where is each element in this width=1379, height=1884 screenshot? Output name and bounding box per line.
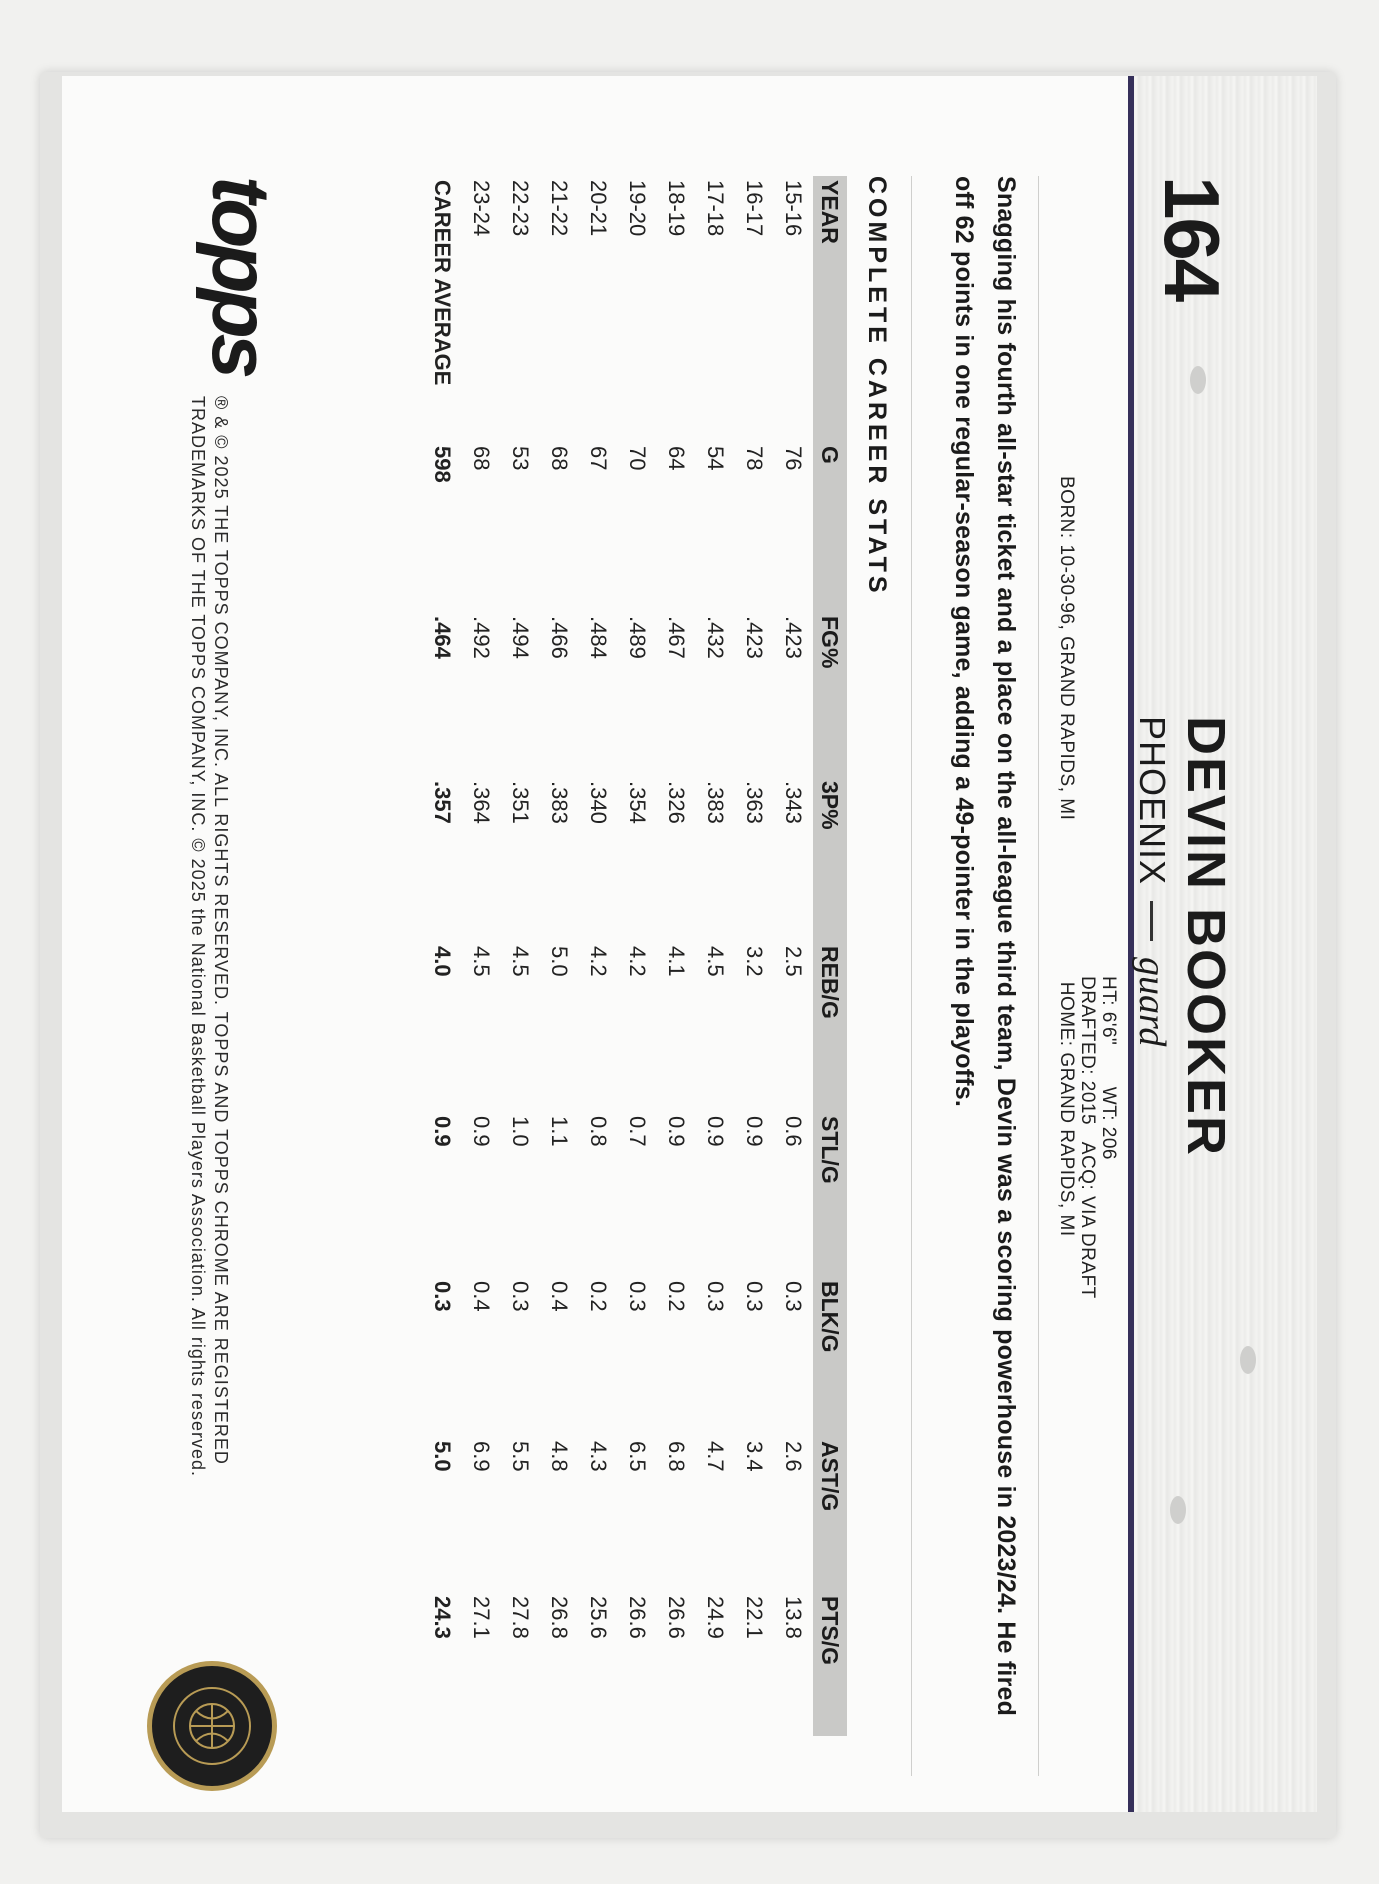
header-year: YEAR: [813, 176, 847, 446]
table-row: 19-20 70 .489 .354 4.2 0.7 0.3 6.5 26.6: [625, 180, 651, 1639]
header-games: G: [813, 446, 847, 616]
divider-middle: [911, 176, 912, 1776]
topps-logo: topps: [195, 176, 286, 375]
bio-line-3: [1056, 476, 1077, 1237]
bio-line-1: [1098, 976, 1119, 1160]
team-position-line: [1127, 716, 1177, 1046]
player-position: guard: [1131, 957, 1173, 1047]
table-row: 20-21 67 .484 .340 4.2 0.8 0.2 4.3 25.6: [586, 180, 612, 1639]
bio-height: HT: 6'6": [1098, 976, 1119, 1046]
header-fg-pct: FG%: [813, 616, 847, 781]
table-row: 21-22 68 .466 .383 5.0 1.1 0.4 4.8 26.8: [547, 180, 573, 1639]
bio-drafted: DRAFTED: 2015: [1077, 976, 1098, 1126]
table-row: 22-23 53 .494 .351 4.5 1.0 0.3 5.5 27.8: [508, 180, 534, 1639]
header-ast: AST/G: [813, 1441, 847, 1596]
career-average-row: CAREER AVERAGE 598 .464 .357 4.0 0.9 0.3 5.0 24.3: [430, 180, 456, 1639]
bio-home: HOME: GRAND RAPIDS, MI: [1056, 981, 1077, 1237]
header-reb: REB/G: [813, 946, 847, 1116]
header-pts: PTS/G: [813, 1596, 847, 1736]
table-row: 18-19 64 .467 .326 4.1 0.9 0.2 6.8 26.6: [664, 180, 690, 1639]
header-stl: STL/G: [813, 1116, 847, 1281]
bio-weight: WT: 206: [1098, 1086, 1119, 1160]
trading-card-back: [62, 76, 1317, 1812]
card-content: [62, 76, 1317, 1812]
divider-top: [1038, 176, 1039, 1776]
team-name: PHOENIX: [1132, 716, 1173, 886]
legal-text-line-2: TRADEMARKS OF THE TOPPS COMPANY, INC. © 2025 the National Basketball Players Association. All rights reserved.: [188, 396, 208, 1477]
legal-text-line-1: ® & © 2025 THE TOPPS COMPANY, INC. ALL RIGHTS RESERVED. TOPPS AND TOPPS CHROME ARE REGISTERED: [211, 396, 231, 1465]
stats-header-row: [813, 176, 847, 1736]
bio-line-2: [1077, 976, 1098, 1299]
card-number: 164: [1148, 176, 1236, 301]
table-row: 16-17 78 .423 .363 3.2 0.9 0.3 3.4 22.1: [742, 180, 768, 1639]
career-stats-table: [423, 176, 847, 1736]
table-row: 23-24 68 .492 .364 4.5 0.9 0.4 6.9 27.1: [469, 180, 495, 1639]
separator-dash: [1151, 901, 1154, 941]
player-blurb: Snagging his fourth all-star ticket and a place on the all-league third team, Devin was a scoring powerhouse in 2023/24. He fired off 62 points in one regular-season game, adding a 49-pointer in the playoffs.: [950, 176, 1020, 1717]
table-row: 17-18 54 .432 .383 4.5 0.9 0.3 4.7 24.9: [703, 180, 729, 1639]
table-row: 15-16 76 .423 .343 2.5 0.6 0.3 2.6 13.8: [781, 180, 807, 1639]
bio-acquired: ACQ: VIA DRAFT: [1077, 1141, 1098, 1299]
nbpa-seal-icon: [147, 1661, 277, 1791]
header-blk: BLK/G: [813, 1281, 847, 1441]
stats-title: COMPLETE CAREER STATS: [863, 176, 891, 597]
player-name: DEVIN BOOKER: [1176, 716, 1236, 1158]
header-3p-pct: 3P%: [813, 781, 847, 946]
bio-born: BORN: 10-30-96, GRAND RAPIDS, MI: [1056, 476, 1077, 821]
